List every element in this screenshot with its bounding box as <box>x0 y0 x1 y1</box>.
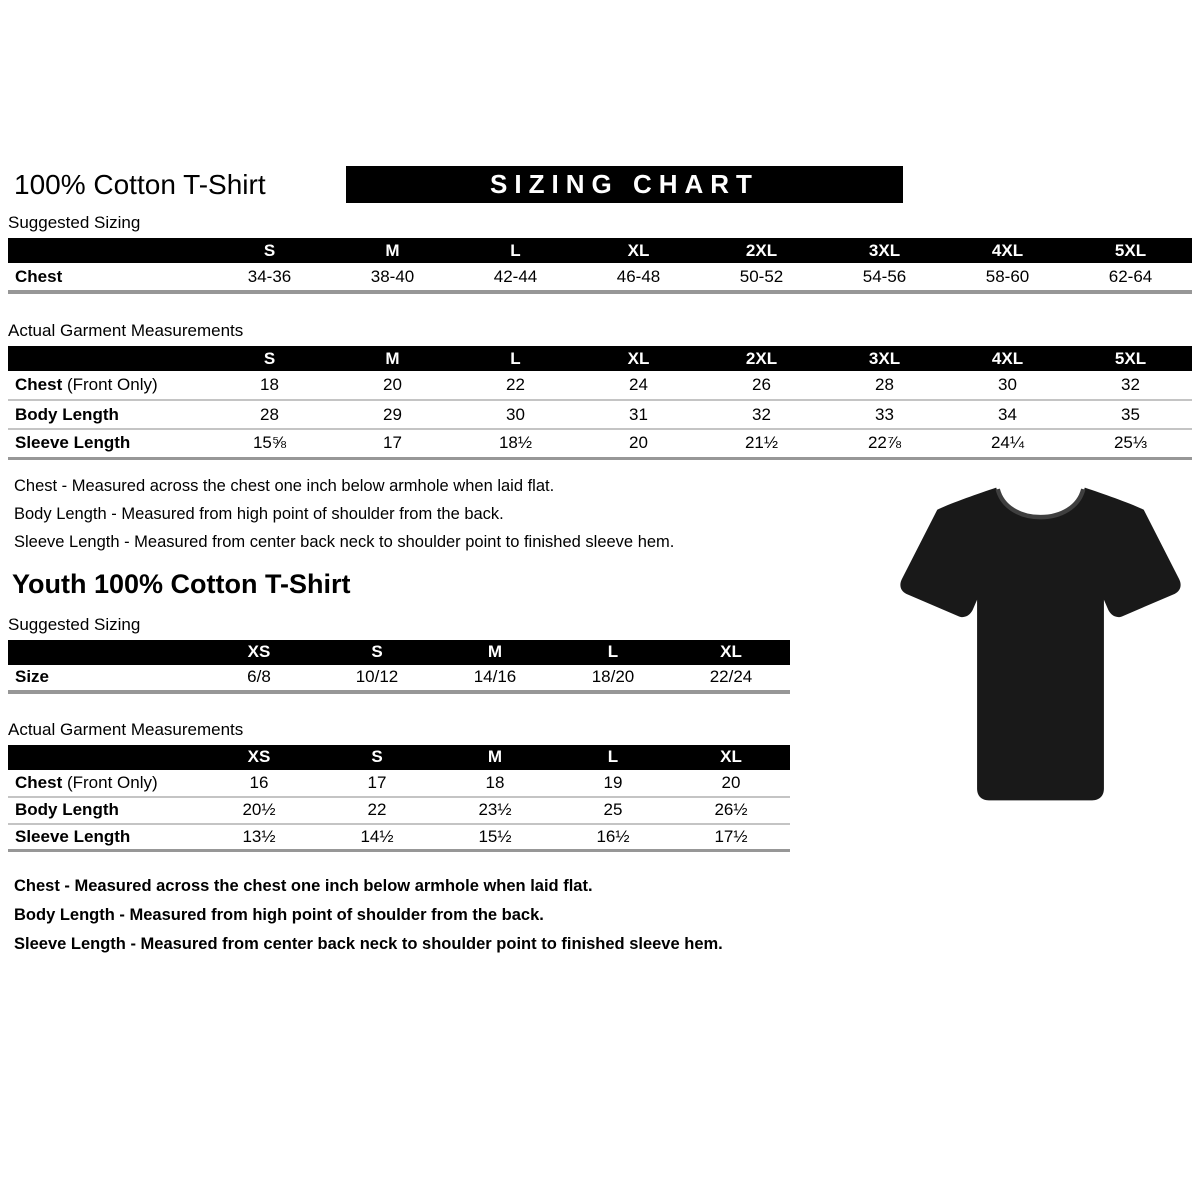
size-cell: 25⅓ <box>1113 433 1148 453</box>
header-row <box>14 166 1192 204</box>
row-label <box>8 371 208 400</box>
youth-suggested-label: Suggested Sizing <box>8 614 141 634</box>
row-label <box>8 263 208 292</box>
header-spacer <box>8 346 208 371</box>
size-column-header: M <box>436 640 554 665</box>
size-cell: 30 <box>998 375 1017 394</box>
size-column-header: XL <box>672 640 790 665</box>
size-cell: 22 <box>367 800 387 819</box>
size-cell: 33 <box>875 404 894 424</box>
size-cell: 10/12 <box>355 667 399 686</box>
size-cell: 50-52 <box>739 266 784 286</box>
size-cell: 26½ <box>714 800 748 819</box>
size-cell: 17½ <box>714 826 748 846</box>
adult-title: 100% Cotton T-Shirt <box>14 169 266 200</box>
size-column-header: S <box>208 346 331 371</box>
size-cell: 28 <box>260 404 279 424</box>
size-cell: 20 <box>383 375 402 394</box>
row-label-text: Chest <box>15 375 63 394</box>
row-label-text: Size <box>15 667 50 686</box>
size-cell: 62-64 <box>1108 266 1153 286</box>
size-cell: 24¼ <box>990 433 1025 453</box>
adult-suggested-label: Suggested Sizing <box>8 213 141 232</box>
size-cell: 19 <box>603 772 623 792</box>
size-cell: 42-44 <box>493 266 538 286</box>
size-cell: 32 <box>752 404 771 424</box>
table-row <box>8 263 1192 292</box>
row-label <box>8 665 200 692</box>
size-column-header: XL <box>672 745 790 770</box>
row-label <box>8 824 200 851</box>
tshirt-graphic <box>893 470 1188 815</box>
adult-actual-table <box>8 346 1192 460</box>
size-column-header: 5XL <box>1069 346 1192 371</box>
youth-suggested-table <box>8 640 790 694</box>
tshirt-body <box>900 488 1180 801</box>
size-cell: 34-36 <box>247 266 292 286</box>
size-cell: 20½ <box>242 800 276 819</box>
size-column-header: XS <box>200 745 318 770</box>
size-column-header: XL <box>577 238 700 263</box>
note-line: Sleeve Length - Measured from center back neck to shoulder point to finished sleeve hem. <box>14 532 675 551</box>
size-cell: 14/16 <box>473 667 517 686</box>
size-column-header: 4XL <box>946 238 1069 263</box>
size-cell: 34 <box>998 404 1017 424</box>
size-column-header: 3XL <box>823 346 946 371</box>
size-cell: 24 <box>629 375 648 394</box>
size-column-header: 2XL <box>700 238 823 263</box>
size-column-header: L <box>554 640 672 665</box>
sizing-chart-banner: SIZING CHART <box>346 166 903 203</box>
size-cell: 58-60 <box>985 266 1030 286</box>
row-label <box>8 400 208 429</box>
table-row <box>8 371 1192 400</box>
size-cell: 13½ <box>242 826 276 846</box>
size-cell: 54-56 <box>862 266 907 286</box>
size-cell: 26 <box>752 375 771 394</box>
size-cell: 20 <box>629 433 648 453</box>
size-column-header: 3XL <box>823 238 946 263</box>
size-cell: 32 <box>1121 375 1140 394</box>
adult-actual-label: Actual Garment Measurements <box>8 321 244 340</box>
size-column-header: S <box>208 238 331 263</box>
size-column-header: M <box>331 346 454 371</box>
size-column-header: XL <box>577 346 700 371</box>
youth-actual-table <box>8 745 790 853</box>
header-spacer <box>8 640 200 665</box>
table-row <box>8 400 1192 429</box>
table-row <box>8 797 790 824</box>
table-header-row <box>8 238 1192 263</box>
size-cell: 23½ <box>478 800 512 819</box>
row-label-text: Sleeve Length <box>15 826 131 846</box>
size-column-header: S <box>318 745 436 770</box>
note-line: Body Length - Measured from high point of shoulder from the back. <box>14 504 504 523</box>
note-line: Chest - Measured across the chest one inch below armhole when laid flat. <box>14 476 555 495</box>
size-column-header: L <box>454 238 577 263</box>
size-cell: 46-48 <box>616 266 661 286</box>
youth-title: Youth 100% Cotton T-Shirt <box>12 568 351 599</box>
size-cell: 22⅞ <box>867 433 902 453</box>
table-row <box>8 824 790 851</box>
note-line: Chest - Measured across the chest one inch below armhole when laid flat. <box>14 877 593 895</box>
row-label-suffix: (Front Only) <box>62 772 158 792</box>
size-cell: 18 <box>260 375 279 394</box>
size-column-header: XS <box>200 640 318 665</box>
size-cell: 17 <box>367 772 387 792</box>
youth-actual-label: Actual Garment Measurements <box>8 719 244 739</box>
row-label-text: Chest <box>15 772 63 792</box>
size-cell: 30 <box>506 404 525 424</box>
table-row <box>8 429 1192 458</box>
note-line: Sleeve Length - Measured from center back neck to shoulder point to finished sleeve hem. <box>14 935 723 953</box>
table-header-row <box>8 640 790 665</box>
tshirt-image <box>893 470 1188 815</box>
size-cell: 31 <box>629 404 648 424</box>
size-cell: 20 <box>721 772 741 792</box>
size-cell: 15½ <box>478 826 512 846</box>
size-column-header: 4XL <box>946 346 1069 371</box>
size-cell: 21½ <box>744 433 779 453</box>
table-row <box>8 770 790 797</box>
youth-notes <box>8 872 1192 959</box>
size-cell: 35 <box>1121 404 1140 424</box>
size-column-header: 2XL <box>700 346 823 371</box>
size-column-header: 5XL <box>1069 238 1192 263</box>
row-label-text: Body Length <box>15 404 119 424</box>
size-column-header: L <box>454 346 577 371</box>
size-cell: 6/8 <box>247 667 271 686</box>
size-cell: 38-40 <box>370 266 415 286</box>
size-cell: 28 <box>875 375 894 394</box>
size-cell: 18½ <box>498 433 533 453</box>
size-cell: 15⅝ <box>252 433 287 453</box>
table-header-row <box>8 346 1192 371</box>
size-cell: 18 <box>485 772 505 792</box>
size-column-header: S <box>318 640 436 665</box>
table-row <box>8 665 790 692</box>
table-header-row <box>8 745 790 770</box>
row-label-suffix: (Front Only) <box>62 375 158 394</box>
note-line: Body Length - Measured from high point of shoulder from the back. <box>14 906 544 924</box>
size-column-header: L <box>554 745 672 770</box>
header-spacer <box>8 745 200 770</box>
size-cell: 29 <box>383 404 402 424</box>
size-cell: 18/20 <box>591 667 635 686</box>
size-cell: 14½ <box>360 826 394 846</box>
row-label-text: Sleeve Length <box>15 433 131 453</box>
row-label-text: Chest <box>15 266 63 286</box>
size-cell: 25 <box>603 800 623 819</box>
size-cell: 17 <box>383 433 402 453</box>
row-label <box>8 797 200 824</box>
size-cell: 16 <box>249 772 269 792</box>
size-column-header: M <box>436 745 554 770</box>
size-column-header: M <box>331 238 454 263</box>
size-cell: 16½ <box>596 826 630 846</box>
header-spacer <box>8 238 208 263</box>
size-cell: 22 <box>506 375 525 394</box>
size-cell: 22/24 <box>709 667 753 686</box>
row-label <box>8 770 200 797</box>
adult-suggested-table <box>8 238 1192 294</box>
row-label <box>8 429 208 458</box>
row-label-text: Body Length <box>15 800 119 819</box>
